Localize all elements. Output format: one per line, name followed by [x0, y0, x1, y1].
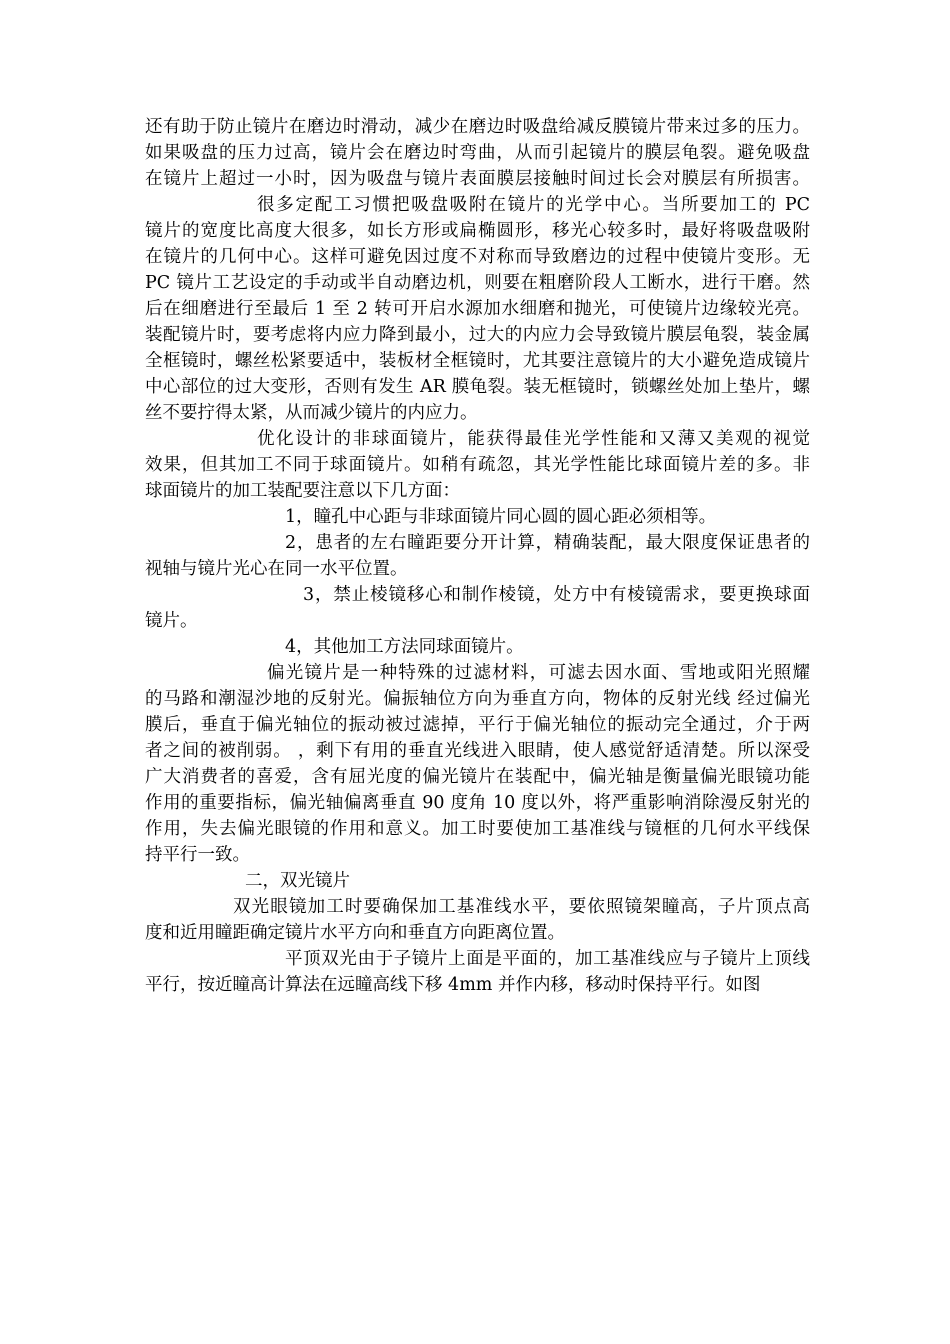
- text-line: 后在细磨进行至最后 1 至 2 转可开启水源加水细磨和抛光，可使镜片边缘较光亮。: [145, 299, 810, 319]
- list-item: 4，其他加工方法同球面镜片。: [285, 637, 524, 657]
- text-line: 在镜片上超过一小时，因为吸盘与镜片表面膜层接触时间过长会对膜层有所损害。: [145, 169, 810, 189]
- text-line: 作用，失去偏光眼镜的作用和意义。加工时要使加工基准线与镜框的几何水平线保: [145, 819, 810, 839]
- text-line: 丝不要拧得太紧，从而减少镜片的内应力。: [145, 403, 478, 423]
- list-item: 3，禁止棱镜移心和制作棱镜，处方中有棱镜需求，要更换球面: [303, 585, 810, 605]
- text-line: 偏光镜片是一种特殊的过滤材料，可滤去因水面、雪地或阳光照耀: [267, 663, 810, 683]
- text-line: PC 镜片工艺设定的手动或半自动磨边机，则要在粗磨阶段人工断水，进行干磨。然: [145, 273, 810, 293]
- text-line: 平行，按近瞳高计算法在远瞳高线下移 4mm 并作内移，移动时保持平行。如图: [145, 975, 761, 995]
- section-heading: 二，双光镜片: [245, 871, 350, 891]
- text-line: 中心部位的过大变形，否则有发生 AR 膜龟裂。装无框镜时，锁螺丝处加上垫片，螺: [145, 377, 810, 397]
- text-line: 还有助于防止镜片在磨边时滑动，减少在磨边时吸盘给减反膜镜片带来过多的压力。: [145, 117, 810, 137]
- text-line: 全框镜时，螺丝松紧要适中，装板材全框镜时，尤其要注意镜片的大小避免造成镜片: [145, 351, 810, 371]
- text-line: 广大消费者的喜爱，含有屈光度的偏光镜片在装配中，偏光轴是衡量偏光眼镜功能: [145, 767, 810, 787]
- text-line: 镜片。: [145, 611, 198, 631]
- text-line: 双光眼镜加工时要确保加工基准线水平，要依照镜架瞳高，子片顶点高: [233, 897, 810, 917]
- text-line: 在镜片的几何中心。这样可避免因过度不对称而导致磨边的过程中使镜片变形。无: [145, 247, 810, 267]
- text-line: 效果，但其加工不同于球面镜片。如稍有疏忽，其光学性能比球面镜片差的多。非: [145, 455, 810, 475]
- text-line: 持平行一致。: [145, 845, 250, 865]
- text-line: 者之间的被削弱。 ，剩下有用的垂直光线进入眼睛，使人感觉舒适清楚。所以深受: [145, 741, 810, 761]
- text-line: 作用的重要指标，偏光轴偏离垂直 90 度角 10 度以外，将严重影响消除漫反射光的: [145, 793, 810, 813]
- text-line: 镜片的宽度比高度大很多，如长方形或扁椭圆形，移光心较多时，最好将吸盘吸附: [145, 221, 810, 241]
- text-line: 很多定配工习惯把吸盘吸附在镜片的光学中心。当所要加工的 PC: [257, 195, 810, 215]
- text-line: 优化设计的非球面镜片，能获得最佳光学性能和又薄又美观的视觉: [257, 429, 810, 449]
- text-line: 膜后，垂直于偏光轴位的振动被过滤掉，平行于偏光轴位的振动完全通过，介于两: [145, 715, 810, 735]
- text-line: 视轴与镜片光心在同一水平位置。: [145, 559, 408, 579]
- list-item: 1，瞳孔中心距与非球面镜片同心圆的圆心距必须相等。: [285, 507, 717, 527]
- list-item: 2，患者的左右瞳距要分开计算，精确装配，最大限度保证患者的: [285, 533, 810, 553]
- text-line: 装配镜片时，要考虑将内应力降到最小，过大的内应力会导致镜片膜层龟裂，装金属: [145, 325, 810, 345]
- text-line: 平顶双光由于子镜片上面是平面的，加工基准线应与子镜片上顶线: [285, 949, 810, 969]
- text-line: 如果吸盘的压力过高，镜片会在磨边时弯曲，从而引起镜片的膜层龟裂。避免吸盘: [145, 143, 810, 163]
- text-line: 球面镜片的加工装配要注意以下几方面：: [145, 481, 460, 501]
- text-line: 度和近用瞳距确定镜片水平方向和垂直方向距离位置。: [145, 923, 565, 943]
- text-line: 的马路和潮湿沙地的反射光。偏振轴位方向为垂直方向，物体的反射光线 经过偏光: [145, 689, 810, 709]
